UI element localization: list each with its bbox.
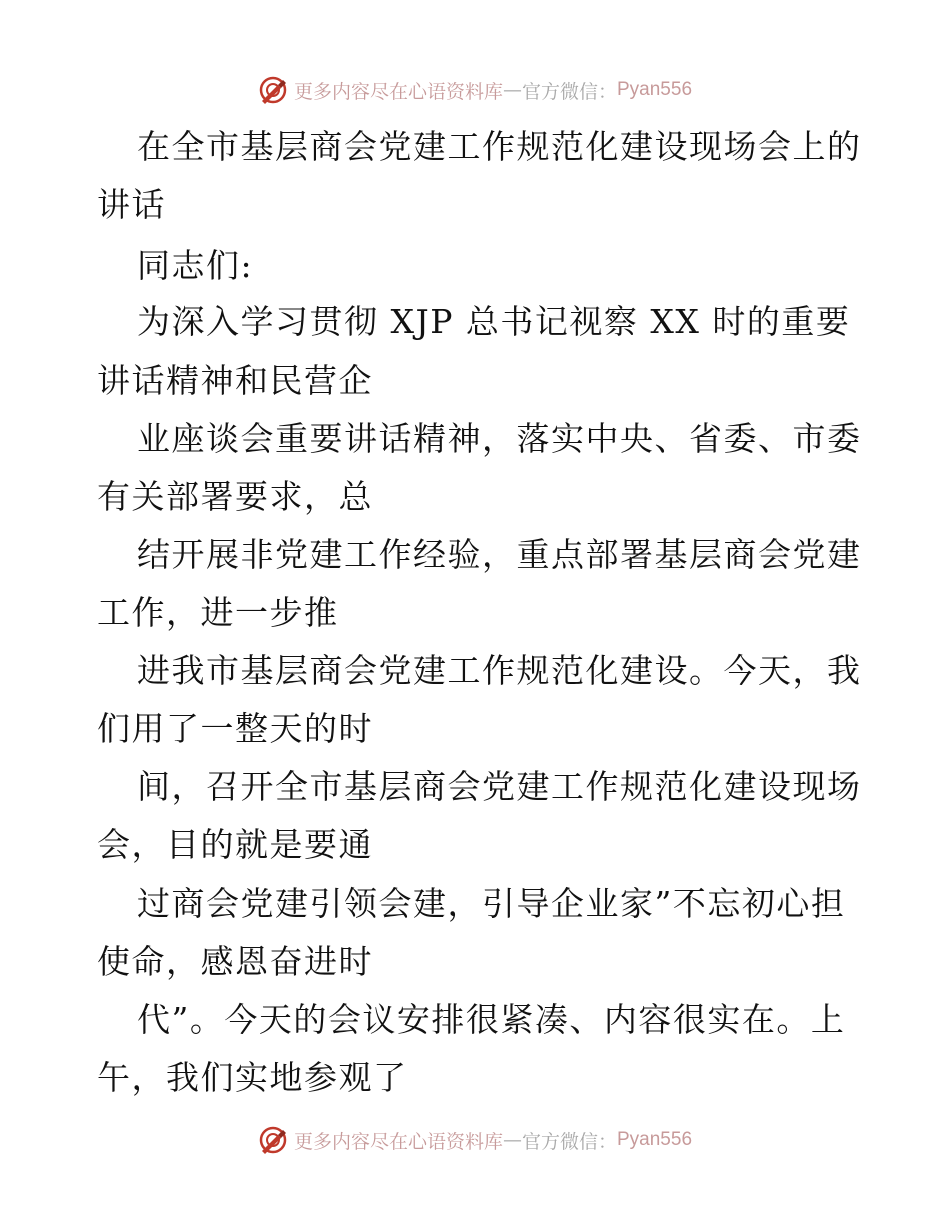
body-line: 间，召开全市基层商会党建工作规范化建设现场 xyxy=(137,767,862,806)
body-line: 为深入学习贯彻 XJP 总书记视察 XX 时的重要 xyxy=(137,302,851,341)
body-line: 讲话精神和民营企 xyxy=(97,361,373,400)
salutation: 同志们: xyxy=(137,246,254,285)
body-line: 结开展非党建工作经验，重点部署基层商会党建 xyxy=(137,535,862,574)
pen-seal-logo-icon xyxy=(258,75,288,105)
title-line-2: 讲话 xyxy=(97,185,166,224)
body-line: 有关部署要求，总 xyxy=(97,477,373,516)
watermark-label: 官方微信： xyxy=(521,1130,617,1153)
watermark-separator: — xyxy=(502,1129,522,1151)
watermark-handle: Pyan556 xyxy=(617,1129,693,1150)
body-line: 们用了一整天的时 xyxy=(97,709,373,748)
title-line-1: 在全市基层商会党建工作规范化建设现场会上的 xyxy=(137,127,862,166)
body-line: 过商会党建引领会建，引导企业家”不忘初心担 xyxy=(137,884,846,923)
body-line: 午，我们实地参观了 xyxy=(97,1058,408,1097)
watermark-label: 官方微信： xyxy=(521,80,617,103)
body-line: 进我市基层商会党建工作规范化建设。今天，我 xyxy=(137,651,862,690)
header-watermark xyxy=(0,70,950,110)
body-line: 业座谈会重要讲话精神，落实中央、省委、市委 xyxy=(137,419,862,458)
watermark-handle: Pyan556 xyxy=(617,79,693,100)
body-line: 代”。今天的会议安排很紧凑、内容很实在。上 xyxy=(137,1000,846,1039)
body-line: 使命，感恩奋进时 xyxy=(97,942,373,981)
watermark-separator: — xyxy=(502,79,522,101)
body-line: 会，目的就是要通 xyxy=(97,825,373,864)
document-body xyxy=(97,118,862,1108)
watermark-brand: 更多内容尽在心语资料库 xyxy=(293,80,503,103)
footer-watermark xyxy=(0,1120,950,1160)
watermark-brand: 更多内容尽在心语资料库 xyxy=(293,1130,503,1153)
pen-seal-logo-icon xyxy=(258,1125,288,1155)
body-line: 工作，进一步推 xyxy=(97,593,339,632)
